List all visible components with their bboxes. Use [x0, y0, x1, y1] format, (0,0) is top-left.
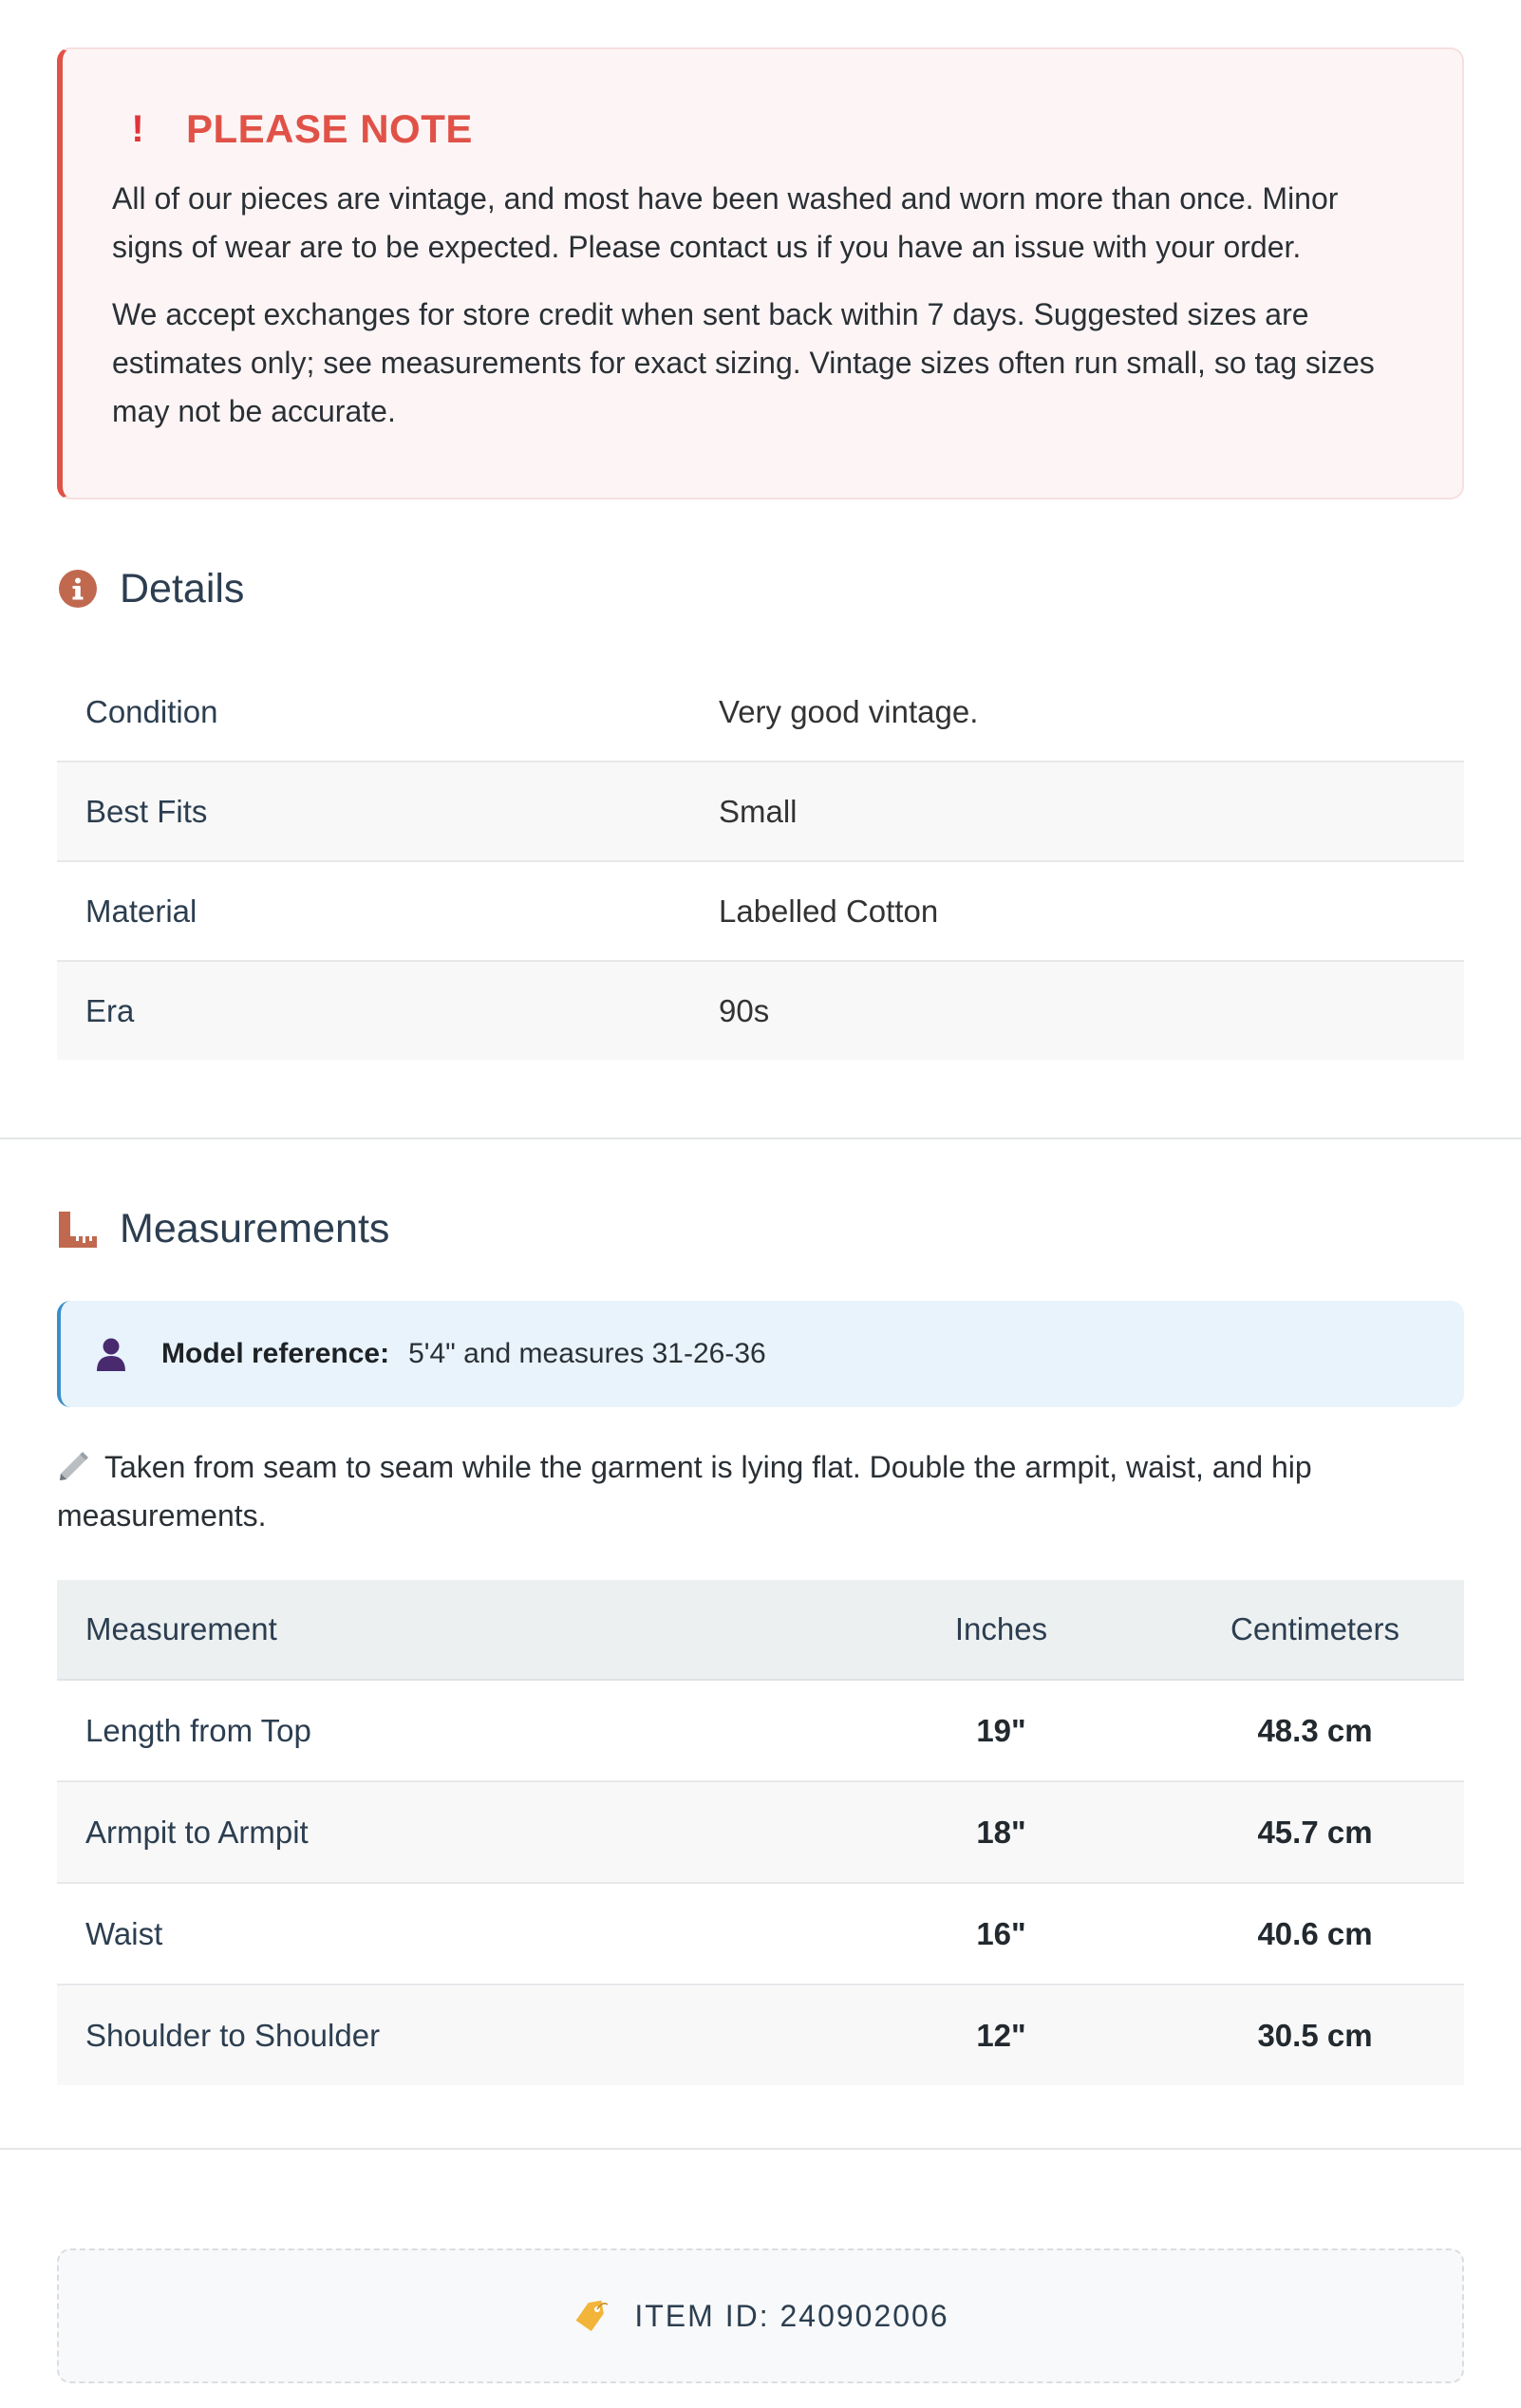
model-reference — [57, 1301, 1464, 1407]
measurement-name: Waist — [57, 1883, 836, 1985]
info-circle-icon — [57, 568, 99, 610]
table-row — [57, 1680, 1464, 1781]
measurement-name: Shoulder to Shoulder — [57, 1985, 836, 2085]
user-icon — [95, 1337, 127, 1371]
section-divider — [0, 2148, 1521, 2150]
item-id-text: ITEM ID: 240902006 — [634, 2298, 949, 2333]
column-header: Inches — [836, 1580, 1166, 1680]
notice-header — [112, 104, 1413, 154]
detail-label: Material — [57, 861, 690, 961]
table-header-row — [57, 1580, 1464, 1680]
details-table — [57, 663, 1464, 1060]
table-row — [57, 1781, 1464, 1883]
table-row — [57, 1985, 1464, 2085]
measurement-cm: 30.5 cm — [1166, 1985, 1464, 2085]
measurements-table — [57, 1580, 1464, 2085]
measurement-inches: 18" — [836, 1781, 1166, 1883]
measurement-cm: 45.7 cm — [1166, 1781, 1464, 1883]
column-header: Measurement — [57, 1580, 836, 1680]
ruler-icon — [57, 1208, 99, 1250]
exclamation-icon: ! — [131, 108, 144, 150]
notice-title: PLEASE NOTE — [186, 106, 473, 151]
table-row — [57, 1883, 1464, 1985]
model-reference-label: Model reference: — [161, 1338, 390, 1369]
table-row — [57, 861, 1464, 961]
detail-label: Era — [57, 961, 690, 1060]
detail-value: 90s — [690, 961, 1464, 1060]
measurement-inches: 16" — [836, 1883, 1166, 1985]
measurements-title: Measurements — [120, 1205, 390, 1251]
measurement-cm: 48.3 cm — [1166, 1680, 1464, 1781]
please-note-notice — [57, 47, 1464, 499]
measurement-inches: 19" — [836, 1680, 1166, 1781]
pencil-icon — [57, 1449, 89, 1481]
item-id-box — [57, 2248, 1464, 2383]
detail-value: Very good vintage. — [690, 663, 1464, 762]
measurement-note — [57, 1443, 1464, 1540]
details-title: Details — [120, 565, 245, 611]
table-row — [57, 961, 1464, 1060]
measurement-note-text: Taken from seam to seam while the garment is lying flat. Double the armpit, waist, and hip measurements. — [57, 1450, 1312, 1533]
measurements-header — [57, 1200, 1464, 1257]
table-row — [57, 663, 1464, 762]
notice-paragraph: We accept exchanges for store credit when sent back within 7 days. Suggested sizes are estimates only; see measurements for exact sizing. Vintage sizes often run small, so tag sizes may not be accurate. — [112, 297, 1375, 428]
product-info — [57, 47, 1464, 2383]
measurement-name: Armpit to Armpit — [57, 1781, 836, 1883]
table-row — [57, 762, 1464, 861]
measurement-inches: 12" — [836, 1985, 1166, 2085]
detail-value: Small — [690, 762, 1464, 861]
notice-paragraph: All of our pieces are vintage, and most have been washed and worn more than once. Minor signs of wear are to be expected. Please contact us if you have an issue with your order. — [112, 181, 1339, 264]
model-reference-value: 5'4" and measures 31-26-36 — [408, 1338, 766, 1369]
measurement-name: Length from Top — [57, 1680, 836, 1781]
detail-label: Best Fits — [57, 762, 690, 861]
detail-value: Labelled Cotton — [690, 861, 1464, 961]
column-header: Centimeters — [1166, 1580, 1464, 1680]
details-header — [57, 560, 1464, 617]
tag-icon — [572, 2297, 610, 2335]
measurement-cm: 40.6 cm — [1166, 1883, 1464, 1985]
detail-label: Condition — [57, 663, 690, 762]
section-divider — [0, 1138, 1521, 1139]
